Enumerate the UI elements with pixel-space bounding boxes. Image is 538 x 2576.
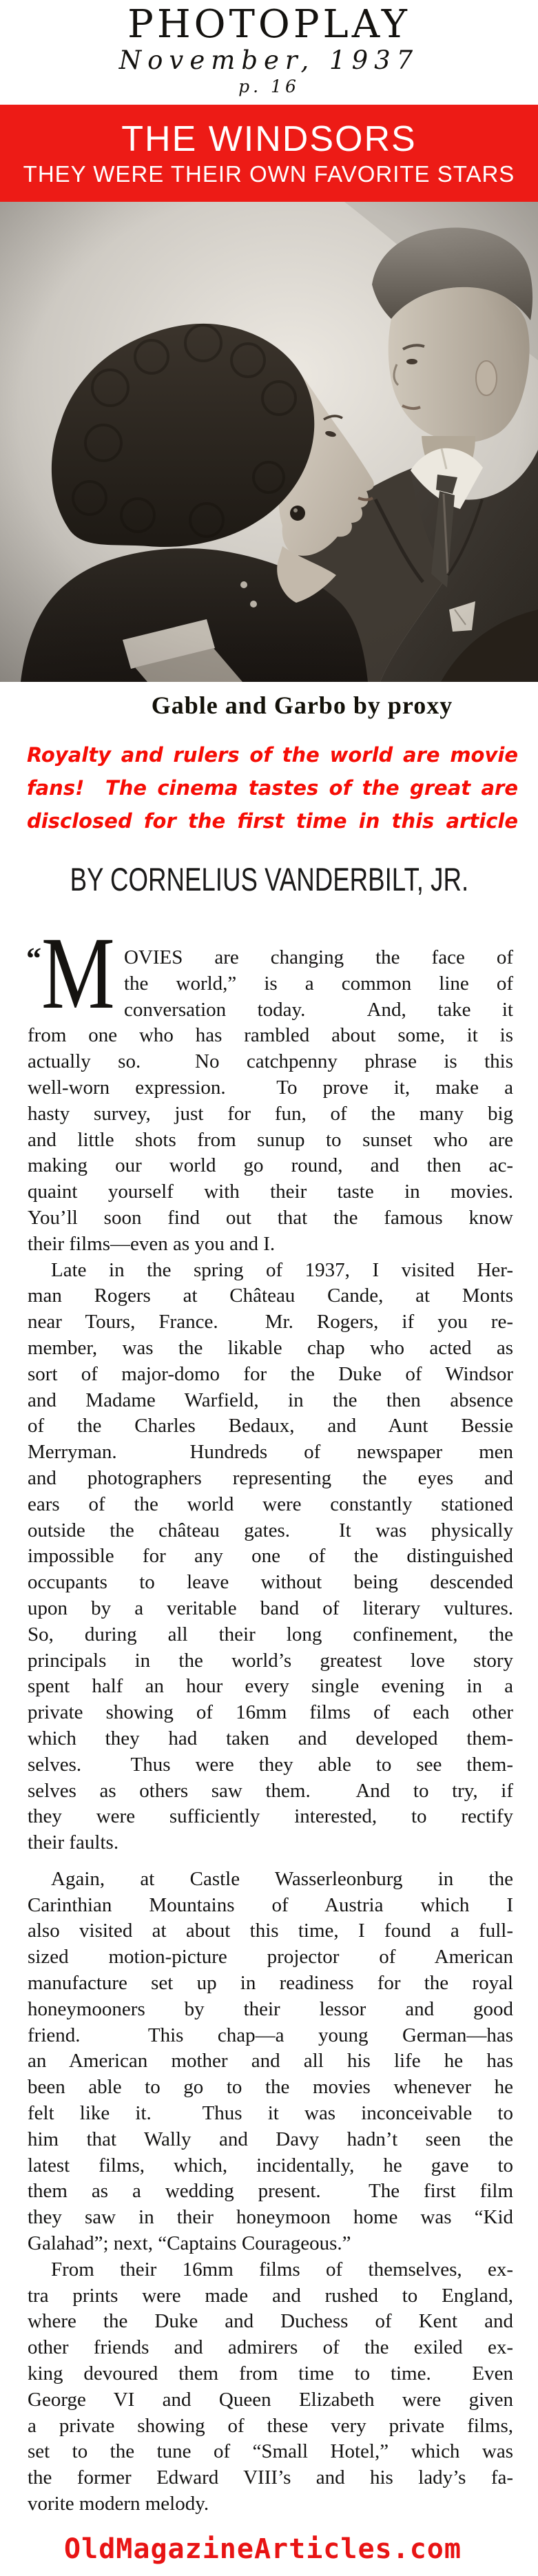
text-line: Royalty and rulers of the world are movie (27, 743, 518, 767)
text-line: Merryman. Hundreds of newspaper men (28, 1441, 513, 1464)
magazine-page-number: p. 16 (238, 76, 300, 96)
text-line: been able to go to the movies whenever he (28, 2076, 513, 2099)
text-line: outside the château gates. It was physically (28, 1519, 513, 1541)
text-line: them as a wedding present. The first film (28, 2180, 513, 2203)
article-body (26, 916, 513, 2517)
text-line: and Madame Warfield, in the then absence (28, 1389, 513, 1411)
text-line: set to the tune of “Small Hotel,” which was (28, 2440, 513, 2463)
text-line: occupants to leave without being descended (28, 1571, 513, 1594)
text-line: other friends and admirers of the exiled ex- (28, 2336, 513, 2359)
photo-caption: Gable and Garbo by proxy (151, 692, 453, 719)
text-line: sized motion-picture projector of American (28, 1946, 513, 1969)
text-line: spent half an hour every single evening in a (28, 1675, 513, 1698)
paragraph (28, 1867, 513, 2257)
text-line: a private showing of these very private films, (28, 2414, 513, 2437)
byline (0, 862, 538, 897)
text-line: principals in the world’s greatest love story (28, 1649, 513, 1672)
text-line: king devoured them from time to time. Even (28, 2362, 513, 2385)
text-line: man Rogers at Château Cande, at Monts (28, 1285, 513, 1307)
paragraph (26, 916, 513, 1258)
text-line: sort of major-domo for the Duke of Windsor (28, 1362, 513, 1385)
text-line: private showing of 16mm films of each other (28, 1701, 513, 1724)
text-line: which they had taken and developed them- (28, 1727, 513, 1749)
text-line: selves as others saw them. And to try, if (28, 1779, 513, 1802)
text-line: upon by a veritable band of literary vultures. (28, 1597, 513, 1619)
text-line: well-worn expression. To prove it, make a (28, 1076, 513, 1099)
text-line: Again, at Castle Wasserleonburg in the (51, 1867, 513, 1890)
drop-cap (26, 916, 118, 1030)
text-line: they saw in their honeymoon home was “Kid (28, 2206, 513, 2229)
text-line: George VI and Queen Elizabeth were given (28, 2388, 513, 2411)
text-line: their films—even as you and I. (28, 1232, 276, 1255)
text-line: conversation today. And, take it (124, 998, 513, 1021)
text-line: the former Edward VIII’s and his lady’s fa- (28, 2466, 513, 2489)
text-line: hasty survey, just for fun, of the many big (28, 1102, 513, 1125)
article-deck (27, 738, 518, 838)
photo-duke-and-duchess (0, 202, 538, 682)
text-line: also visited at about this time, I found a full- (28, 1920, 513, 1942)
site-watermark: OldMagazineArticles.com (64, 2533, 462, 2565)
text-line: an American mother and all his life he has (28, 2050, 513, 2073)
text-line: OVIES are changing the face of (124, 946, 513, 968)
text-line: Carinthian Mountains of Austria which I (28, 1893, 513, 1916)
paragraph (28, 1258, 513, 1856)
magazine-issue-date: November, 1937 (118, 45, 420, 75)
text-line: from one who has rambled about some, it is (28, 1024, 513, 1047)
text-line: their faults. (28, 1831, 119, 1854)
text-line: So, during all their long confinement, the (28, 1623, 513, 1645)
text-line: and little shots from sunup to sunset who are (28, 1128, 513, 1151)
drop-cap-letter: M (41, 916, 115, 1030)
masthead (0, 0, 538, 96)
text-line: Galahad”; next, “Captains Courageous.” (28, 2232, 351, 2255)
text-line: disclosed for the first time in this article (27, 809, 518, 833)
text-line: selves. Thus were they able to see them- (28, 1753, 513, 1776)
magazine-title: PHOTOPLAY (127, 2, 411, 47)
text-line: Late in the spring of 1937, I visited Her- (51, 1258, 513, 1281)
text-line: latest films, which, incidentally, he gave to (28, 2154, 513, 2177)
headline-banner (0, 105, 538, 202)
text-line: ears of the world were constantly stationed (28, 1493, 513, 1515)
article-title: THE WINDSORS (121, 118, 417, 159)
text-line: the world,” is a common line of (124, 972, 513, 995)
text-line: quaint yourself with their taste in movies. (28, 1181, 513, 1203)
text-line: where the Duke and Duchess of Kent and (28, 2310, 513, 2333)
article-subtitle: THEY WERE THEIR OWN FAVORITE STARS (23, 160, 515, 187)
byline-text: BY CORNELIUS VANDERBILT, JR. (70, 861, 468, 897)
text-line: making our world go round, and then ac- (28, 1154, 513, 1177)
text-line: him that Wally and Davy hadn’t seen the (28, 2128, 513, 2150)
text-line: actually so. No catchpenny phrase is this (28, 1050, 513, 1073)
opening-quote: “ (26, 942, 41, 975)
text-line: From their 16mm films of themselves, ex- (51, 2258, 513, 2281)
text-line: fans! The cinema tastes of the great are (27, 776, 518, 800)
text-line: near Tours, France. Mr. Rogers, if you re- (28, 1311, 513, 1333)
text-line: felt like it. Thus it was inconceivable to (28, 2102, 513, 2125)
text-line: impossible for any one of the distinguished (28, 1545, 513, 1568)
photo-illustration (0, 202, 538, 682)
text-line: honeymooners by their lessor and good (28, 1997, 513, 2020)
text-line: friend. This chap—a young German—has (28, 2024, 513, 2046)
text-line: member, was the likable chap who acted as (28, 1336, 513, 1359)
text-line: vorite modern melody. (28, 2493, 209, 2515)
text-line: tra prints were made and rushed to England, (28, 2284, 513, 2307)
text-line: and photographers representing the eyes and (28, 1466, 513, 1489)
text-line: they were sufficiently interested, to rectify (28, 1805, 513, 1828)
text-line: of the Charles Bedaux, and Aunt Bessie (28, 1415, 513, 1437)
text-line: You’ll soon find out that the famous know (28, 1206, 513, 1229)
paragraph (28, 2257, 513, 2517)
text-line: manufacture set up in readiness for the royal (28, 1972, 513, 1995)
